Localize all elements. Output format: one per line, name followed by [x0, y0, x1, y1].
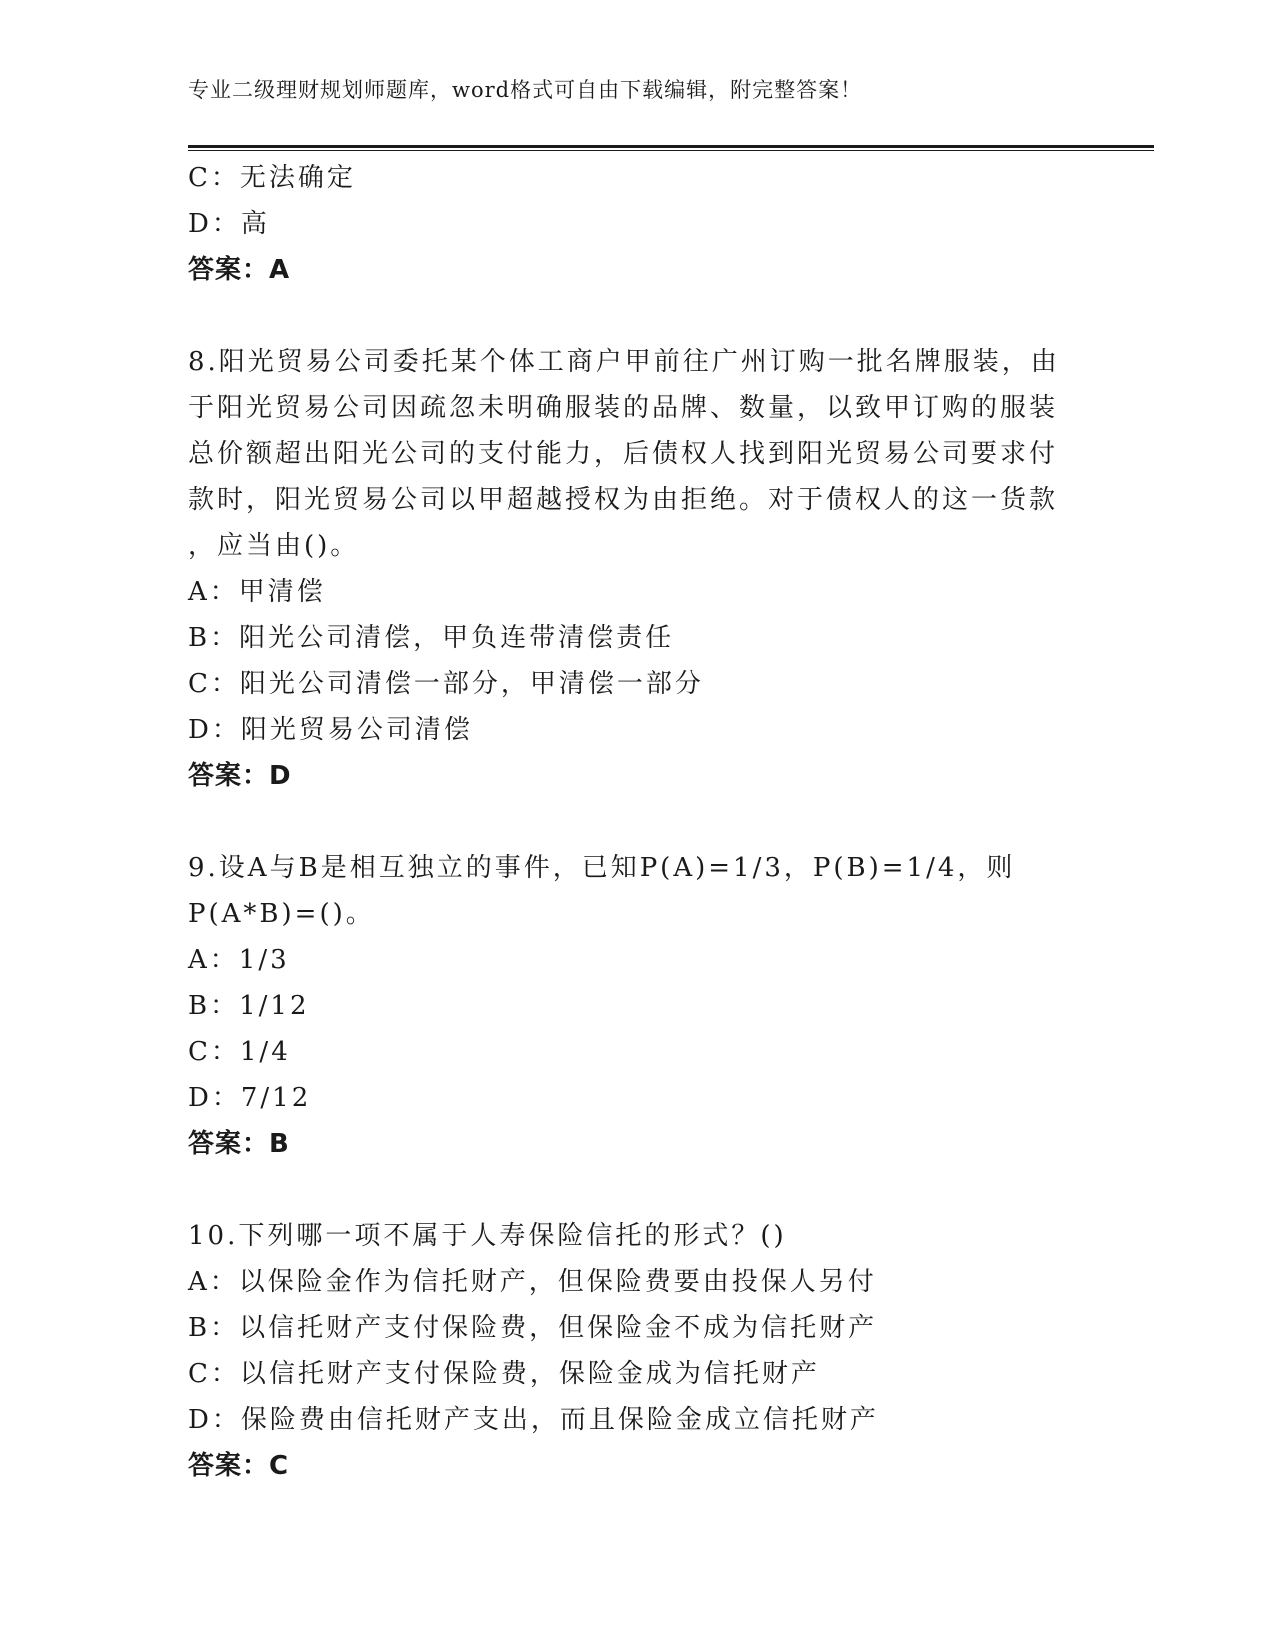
- q8-text-line-4: 款时，阳光贸易公司以甲超越授权为由拒绝。对于债权人的这一货款: [188, 485, 1059, 515]
- q8-text-line-3: 总价额超出阳光公司的支付能力，后债权人找到阳光贸易公司要求付: [188, 439, 1059, 469]
- q9-option-a: A：1/3: [188, 945, 290, 975]
- q8-option-d: D：阳光贸易公司清偿: [188, 715, 473, 745]
- q9-text-line-2: P(A*B)=()。: [188, 899, 375, 929]
- q10-answer: 答案：C: [188, 1451, 290, 1481]
- q8-option-c: C：阳光公司清偿一部分，甲清偿一部分: [188, 669, 704, 699]
- q8-text-line-5: ，应当由()。: [188, 531, 360, 561]
- q9-option-d: D：7/12: [188, 1083, 312, 1113]
- q10-option-c: C：以信托财产支付保险费，保险金成为信托财产: [188, 1359, 820, 1389]
- question-content: [188, 155, 1088, 1489]
- q8-answer: 答案：D: [188, 761, 292, 791]
- q8-option-a: A：甲清偿: [188, 577, 326, 607]
- q9-answer: 答案：B: [188, 1129, 290, 1159]
- q8-option-b: B：阳光公司清偿，甲负连带清偿责任: [188, 623, 675, 653]
- header-rule-thin: [188, 150, 1154, 151]
- q8-text-line-2: 于阳光贸易公司因疏忽未明确服装的品牌、数量，以致甲订购的服装: [188, 393, 1059, 423]
- q9-option-c: C：1/4: [188, 1037, 291, 1067]
- spacer: [188, 1167, 1088, 1213]
- q7-answer: 答案：A: [188, 255, 291, 285]
- page-header: 专业二级理财规划师题库，word格式可自由下载编辑，附完整答案！: [188, 78, 863, 102]
- q7-option-d: D：高: [188, 209, 270, 239]
- q9-option-b: B：1/12: [188, 991, 310, 1021]
- q7-option-c: C：无法确定: [188, 163, 356, 193]
- q10-option-a: A：以保险金作为信托财产，但保险费要由投保人另付: [188, 1267, 877, 1297]
- q10-option-b: B：以信托财产支付保险费，但保险金不成为信托财产: [188, 1313, 878, 1343]
- header-rule-thick: [188, 145, 1154, 148]
- q10-text-line-1: 10.下列哪一项不属于人寿保险信托的形式？(): [188, 1221, 787, 1251]
- spacer: [188, 799, 1088, 845]
- spacer: [188, 293, 1088, 339]
- q8-text-line-1: 8.阳光贸易公司委托某个体工商户甲前往广州订购一批名牌服装，由: [188, 347, 1060, 377]
- q10-option-d: D：保险费由信托财产支出，而且保险金成立信托财产: [188, 1405, 879, 1435]
- q9-text-line-1: 9.设A与B是相互独立的事件，已知P(A)=1/3，P(B)=1/4，则: [188, 853, 1016, 883]
